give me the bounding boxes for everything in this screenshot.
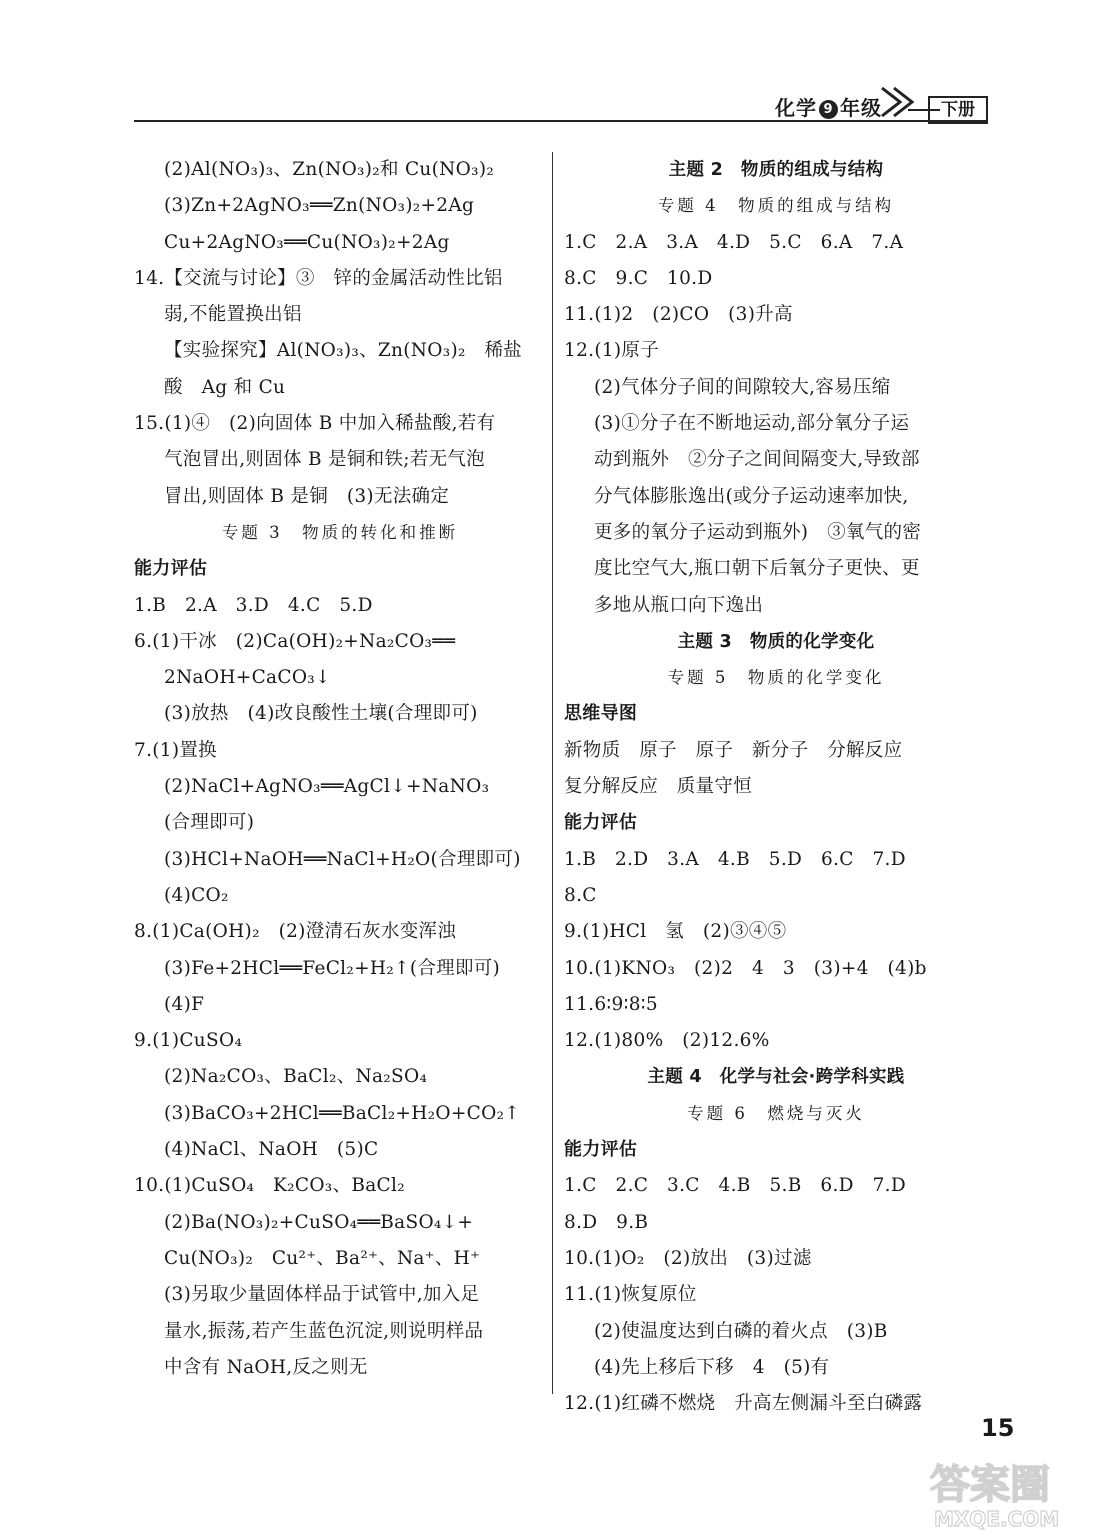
left-column-line: (3)Fe+2HCl══FeCl₂+H₂↑(合理即可) — [164, 957, 501, 979]
left-column-line: 1.B 2.A 3.D 4.C 5.D — [134, 594, 373, 616]
right-column-line: 主题 3 物质的化学变化 — [677, 631, 875, 652]
right-column-line: 8.C 9.C 10.D — [564, 267, 713, 289]
left-column-line: (2)NaCl+AgNO₃══AgCl↓+NaNO₃ — [164, 776, 490, 798]
left-column-line: (2)Na₂CO₃、BaCl₂、Na₂SO₄ — [164, 1066, 428, 1088]
left-column-line: (3)Zn+2AgNO₃══Zn(NO₃)₂+2Ag — [164, 195, 475, 217]
right-column-line: 11.(1)2 (2)CO (3)升高 — [564, 304, 793, 326]
header-rule — [134, 120, 988, 122]
left-column-line: 【实验探究】Al(NO₃)₃、Zn(NO₃)₂ 稀盐 — [164, 340, 523, 362]
left-column-line: (3)HCl+NaOH══NaCl+H₂O(合理即可) — [164, 848, 521, 870]
right-column-line: 复分解反应 质量守恒 — [564, 776, 753, 798]
watermark-title: 答案圈 — [930, 1462, 1050, 1508]
right-column-line: 8.C — [564, 884, 597, 906]
left-column-line: (4)F — [164, 993, 205, 1015]
right-column-line: 多地从瓶口向下逸出 — [594, 594, 764, 616]
right-column-line: 专题 4 物质的组成与结构 — [657, 196, 895, 216]
right-column-line: (2)气体分子间的间隙较大,容易压缩 — [594, 376, 891, 398]
right-column-line: 新物质 原子 原子 新分子 分解反应 — [564, 739, 903, 761]
left-column-line: (合理即可) — [164, 812, 255, 834]
page-header — [134, 88, 988, 122]
left-column-line: 弱,不能置换出铝 — [164, 304, 302, 326]
left-column-line: 中含有 NaOH,反之则无 — [164, 1356, 368, 1378]
header-subject: 化学 — [775, 96, 817, 120]
left-column-line: 酸 Ag 和 Cu — [164, 376, 286, 398]
right-column-line: (4)先上移后下移 4 (5)有 — [594, 1356, 830, 1378]
left-column-line: (4)NaCl、NaOH (5)C — [164, 1139, 379, 1161]
right-column-line: 1.C 2.C 3.C 4.B 5.B 6.D 7.D — [564, 1175, 906, 1197]
right-column-line: 度比空气大,瓶口朝下后氧分子更快、更 — [594, 558, 920, 580]
left-column-line: Cu(NO₃)₂ Cu²⁺、Ba²⁺、Na⁺、H⁺ — [164, 1247, 481, 1269]
right-column-line: 11.(1)恢复原位 — [564, 1284, 697, 1306]
right-column-line: (2)使温度达到白磷的着火点 (3)B — [594, 1320, 888, 1342]
left-column-line: 15.(1)④ (2)向固体 B 中加入稀盐酸,若有 — [134, 413, 496, 435]
left-column-line: (2)Al(NO₃)₃、Zn(NO₃)₂和 Cu(NO₃)₂ — [164, 159, 495, 180]
left-column-line: 2NaOH+CaCO₃↓ — [164, 667, 331, 689]
left-column-line: 8.(1)Ca(OH)₂ (2)澄清石灰水变浑浊 — [134, 921, 457, 943]
right-column-line: 8.D 9.B — [564, 1211, 649, 1233]
right-column-line: 思维导图 — [564, 703, 638, 725]
right-column-line: 9.(1)HCl 氢 (2)③④⑤ — [564, 921, 787, 943]
left-column-line: (2)Ba(NO₃)₂+CuSO₄══BaSO₄↓+ — [164, 1211, 474, 1233]
left-column-line: 9.(1)CuSO₄ — [134, 1030, 243, 1052]
right-column-line: 专题 5 物质的化学变化 — [667, 668, 885, 688]
grade-number-badge: 9 — [819, 100, 838, 119]
header-subject-grade — [775, 92, 882, 121]
right-answer-column — [564, 152, 988, 1422]
right-column-line: (3)①分子在不断地运动,部分氧分子运 — [594, 413, 910, 435]
left-column-line: 专题 3 物质的转化和推断 — [221, 522, 459, 542]
left-column-line: (3)另取少量固体样品于试管中,加入足 — [164, 1284, 480, 1306]
right-column-line: 分气体膨胀逸出(或分子运动速率加快, — [594, 485, 909, 507]
right-column-line: 主题 4 化学与社会·跨学科实践 — [647, 1067, 905, 1088]
right-column-line: 12.(1)红磷不燃烧 升高左侧漏斗至白磷露 — [564, 1393, 923, 1415]
left-answer-column — [134, 152, 546, 1386]
right-column-line: 12.(1)原子 — [564, 340, 660, 362]
right-column-line: 1.B 2.D 3.A 4.B 5.D 6.C 7.D — [564, 848, 906, 870]
right-column-line: 12.(1)80% (2)12.6% — [564, 1030, 770, 1052]
left-column-line: 10.(1)CuSO₄ K₂CO₃、BaCl₂ — [134, 1175, 405, 1197]
left-column-line: (4)CO₂ — [164, 884, 229, 906]
right-column-line: 能力评估 — [564, 1139, 638, 1161]
right-column-line: 主题 2 物质的组成与结构 — [668, 160, 884, 180]
header-grade-suffix: 年级 — [840, 96, 882, 120]
right-column-line: 1.C 2.A 3.A 4.D 5.C 6.A 7.A — [564, 231, 904, 253]
right-column-line: 动到瓶外 ②分子之间间隔变大,导致部 — [594, 449, 920, 471]
left-column-line: 7.(1)置换 — [134, 739, 217, 761]
right-column-line: 专题 6 燃烧与灭火 — [687, 1103, 865, 1123]
left-column-line: 冒出,则固体 B 是铜 (3)无法确定 — [164, 485, 450, 507]
right-column-line: 更多的氧分子运动到瓶外) ③氧气的密 — [594, 521, 922, 543]
right-column-line: 11.6∶9∶8∶5 — [564, 993, 658, 1015]
left-column-line: (3)放热 (4)改良酸性土壤(合理即可) — [164, 703, 478, 725]
column-divider — [552, 152, 553, 1394]
watermark-logo — [922, 1452, 1092, 1532]
volume-badge: 下册 — [928, 96, 988, 124]
right-column-line: 10.(1)O₂ (2)放出 (3)过滤 — [564, 1247, 812, 1269]
watermark-url: MXQE.COM — [934, 1507, 1060, 1531]
left-column-line: 量水,振荡,若产生蓝色沉淀,则说明样品 — [164, 1320, 484, 1342]
left-column-line: 气泡冒出,则固体 B 是铜和铁;若无气泡 — [164, 449, 485, 471]
left-column-line: (3)BaCO₃+2HCl══BaCl₂+H₂O+CO₂↑ — [164, 1102, 521, 1124]
page-number: 15 — [981, 1414, 1015, 1442]
right-column-line: 能力评估 — [564, 812, 638, 834]
left-column-line: 6.(1)干冰 (2)Ca(OH)₂+Na₂CO₃══ — [134, 630, 456, 652]
left-column-line: 14.【交流与讨论】③ 锌的金属活动性比铝 — [134, 267, 503, 289]
right-column-line: 10.(1)KNO₃ (2)2 4 3 (3)+4 (4)b — [564, 957, 927, 979]
left-column-line: Cu+2AgNO₃══Cu(NO₃)₂+2Ag — [164, 231, 450, 253]
left-column-line: 能力评估 — [134, 558, 208, 580]
